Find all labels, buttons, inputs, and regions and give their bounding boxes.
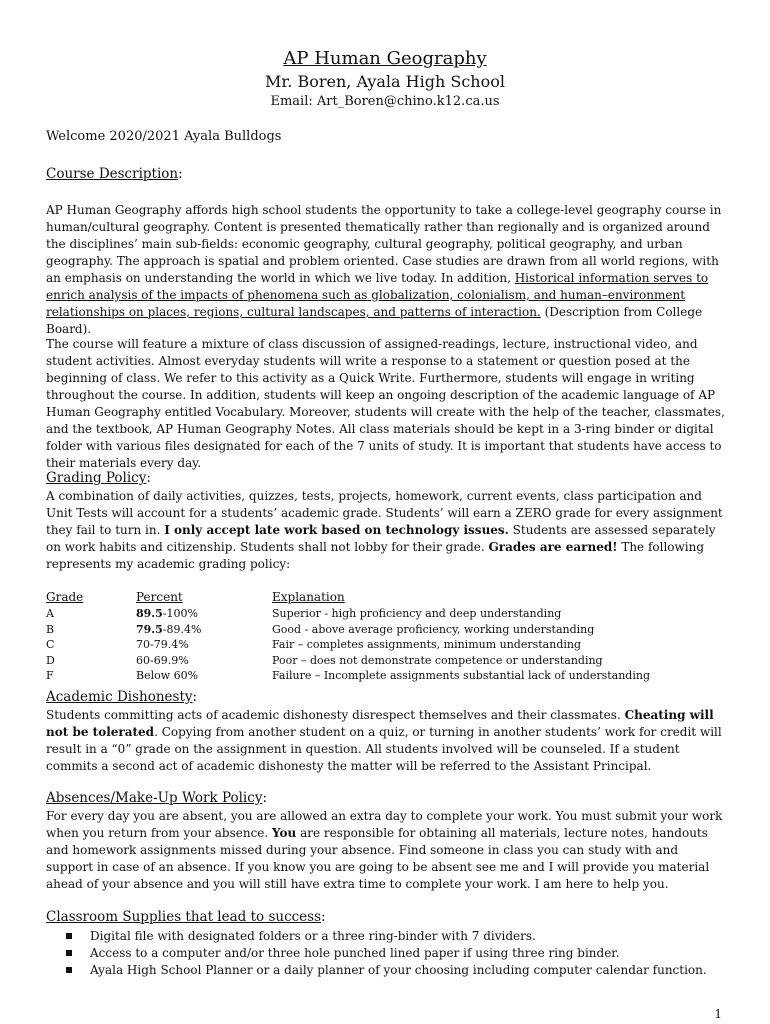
- grades-earned-note: Grades are earned!: [488, 540, 618, 554]
- explanation-cell: Failure – Incomplete assignments substantial lack of understanding: [272, 669, 650, 682]
- grading-text-a: A combination of daily activities, quizzes, tests, projects, homework, current events, class participation and Unit Tests will account for a students’ academic grade. Students’ will earn a ZERO grade for every assignment they fail to turn in.: [46, 489, 723, 537]
- absences-heading-text: Absences/Make-Up Work Policy: [46, 790, 263, 806]
- explanation-cell: Good - above average proficiency, working understanding: [272, 622, 595, 636]
- academic-dishonesty-paragraph: [46, 707, 726, 775]
- supplies-heading: [46, 909, 726, 926]
- dishonesty-text-b: . Copying from another student on a quiz, or turning in another students’ work for credit will result in a “0” grade on the assignment in question. All students involved will be counseled. If a student commits a second act of academic dishonesty the matter will be referred to the Assistant Principal.: [46, 725, 722, 773]
- teacher-school: Mr. Boren, Ayala High School: [265, 72, 505, 91]
- cheating-note: Cheating will not be tolerated: [46, 708, 714, 739]
- grading-policy-paragraph: [46, 488, 726, 573]
- course-description-heading-colon: :: [178, 166, 183, 182]
- academic-dishonesty-heading-colon: :: [192, 689, 198, 705]
- dishonesty-text-a: Students committing acts of academic dishonesty disrespect themselves and their classmates.: [46, 708, 625, 722]
- explanation-cell: Fair – completes assignments, minimum understanding: [272, 638, 582, 651]
- document-title: AP Human Geography: [283, 48, 487, 69]
- list-item: [90, 962, 730, 979]
- course-p1-text: AP Human Geography affords high school students the opportunity to take a college-level geography course in human/cultural geography. Content is presented thematically rather than regionally and is organized around the disciplines’ main sub-fields: economic geography, cultural geography, political geography, and urban geography. The approach is spatial and problem oriented. Case studies are drawn from all world regions, with an emphasis on understanding the world in which we live today. In addition,: [46, 203, 722, 285]
- grading-table-header: [46, 590, 692, 607]
- academic-dishonesty-heading-text: Academic Dishonesty: [46, 689, 193, 705]
- percent-rest: -89.4%: [162, 622, 202, 636]
- table-row: [46, 669, 692, 685]
- percent-cell: [136, 669, 272, 685]
- grading-text-b: Students are assessed separately on work habits and citizenship. Students shall not lobby for their grade.: [46, 523, 716, 554]
- grade-cell: F: [46, 669, 54, 682]
- table-row: [46, 607, 692, 623]
- grading-policy-heading: [46, 470, 726, 487]
- percent-rest: -100%: [162, 607, 198, 620]
- course-p1-citation: (Description from College Board).: [46, 305, 703, 336]
- percent-cell: [136, 607, 272, 623]
- course-description-heading-text: Course Description: [46, 166, 179, 182]
- table-row: [46, 623, 692, 639]
- absences-paragraph: [46, 808, 726, 893]
- course-activities-paragraph: The course will feature a mixture of class discussion of assigned-readings, lecture, instructional video, and student activities. Almost everyday students will write a response to a statement or question posed at the beginning of class. We refer to this activity as a Quick Write. Furthermore, students will engage in writing throughout the course. In addition, students will keep an ongoing description of the academic language of AP Human Geography entitled Vocabulary. Moreover, students will create with the help of the teacher, classmates, and the textbook, AP Human Geography Notes. All class materials should be kept in a 3-ring binder or digital folder with various files designated for each of the 7 units of study. It is important that students have access to their materials every day.: [46, 337, 725, 470]
- teacher-email: Email: Art_Boren@chino.k12.ca.us: [270, 94, 500, 109]
- course-description-heading: [46, 166, 726, 183]
- table-row: [46, 638, 692, 654]
- table-row: [46, 654, 692, 670]
- welcome-line: Welcome 2020/2021 Ayala Bulldogs: [46, 129, 282, 144]
- supplies-heading-text: Classroom Supplies that lead to success: [46, 909, 322, 925]
- grade-cell: B: [46, 622, 55, 636]
- percent-bold: 89.5: [136, 607, 163, 620]
- supplies-heading-colon: :: [321, 909, 326, 925]
- absences-text-a: For every day you are absent, you are allowed an extra day to complete your work. You must submit your work when you return from your absence.: [46, 809, 723, 840]
- list-item: [90, 928, 730, 945]
- course-p1-underlined: Historical information serves to enrich analysis of the impacts of phenomena such as globalization, colonialism, and human–environment relationships on places, regions, cultural landscapes, and patterns of interaction.: [46, 271, 709, 319]
- square-bullet-icon: [66, 933, 72, 939]
- square-bullet-icon: [66, 950, 72, 956]
- supplies-list: [46, 928, 730, 979]
- list-item-text: Digital file with designated folders or a three ring-binder with 7 dividers.: [90, 929, 536, 943]
- list-item-text: Ayala High School Planner or a daily planner of your choosing including computer calendar function.: [90, 963, 707, 977]
- list-item: [90, 945, 730, 962]
- you-emphasis: You: [272, 826, 297, 840]
- list-item-text: Access to a computer and/or three hole punched lined paper if using three ring binder.: [90, 946, 620, 960]
- grade-cell: C: [46, 638, 55, 651]
- page-number: 1: [714, 1007, 722, 1021]
- grading-text-c: The following represents my academic grading policy:: [46, 540, 705, 571]
- square-bullet-icon: [66, 967, 72, 973]
- percent-cell: [136, 638, 272, 654]
- explanation-column-header: Explanation: [272, 590, 345, 604]
- late-work-note: I only accept late work based on technology issues.: [164, 523, 509, 537]
- percent-rest: Below 60%: [136, 669, 199, 682]
- percent-column-header: Percent: [136, 590, 183, 604]
- percent-rest: 60-69.9%: [136, 653, 189, 667]
- grade-cell: A: [46, 607, 54, 620]
- academic-dishonesty-heading: [46, 689, 726, 706]
- percent-cell: [136, 623, 272, 639]
- percent-cell: [136, 654, 272, 670]
- absences-heading: [46, 790, 726, 807]
- explanation-cell: Superior - high proficiency and deep understanding: [272, 607, 562, 620]
- grading-policy-heading-colon: :: [146, 470, 151, 486]
- explanation-cell: Poor – does not demonstrate competence or understanding: [272, 653, 603, 667]
- grading-scale-table: [46, 590, 692, 685]
- percent-bold: 79.5: [136, 622, 163, 636]
- absences-heading-colon: :: [262, 790, 268, 806]
- grade-column-header: Grade: [46, 590, 84, 604]
- absences-text-b: are responsible for obtaining all materials, lecture notes, handouts and homework assignments missed during your absence. Find someone in class you can study with and support in case of an absence. If you know you are going to be absent see me and I will provide you material ahead of your absence and you will still have extra time to complete your work. I am here to help you.: [46, 826, 710, 891]
- grading-policy-heading-text: Grading Policy: [46, 470, 147, 486]
- course-description-paragraph: [46, 202, 726, 338]
- percent-rest: 70-79.4%: [136, 638, 189, 651]
- grade-cell: D: [46, 653, 55, 667]
